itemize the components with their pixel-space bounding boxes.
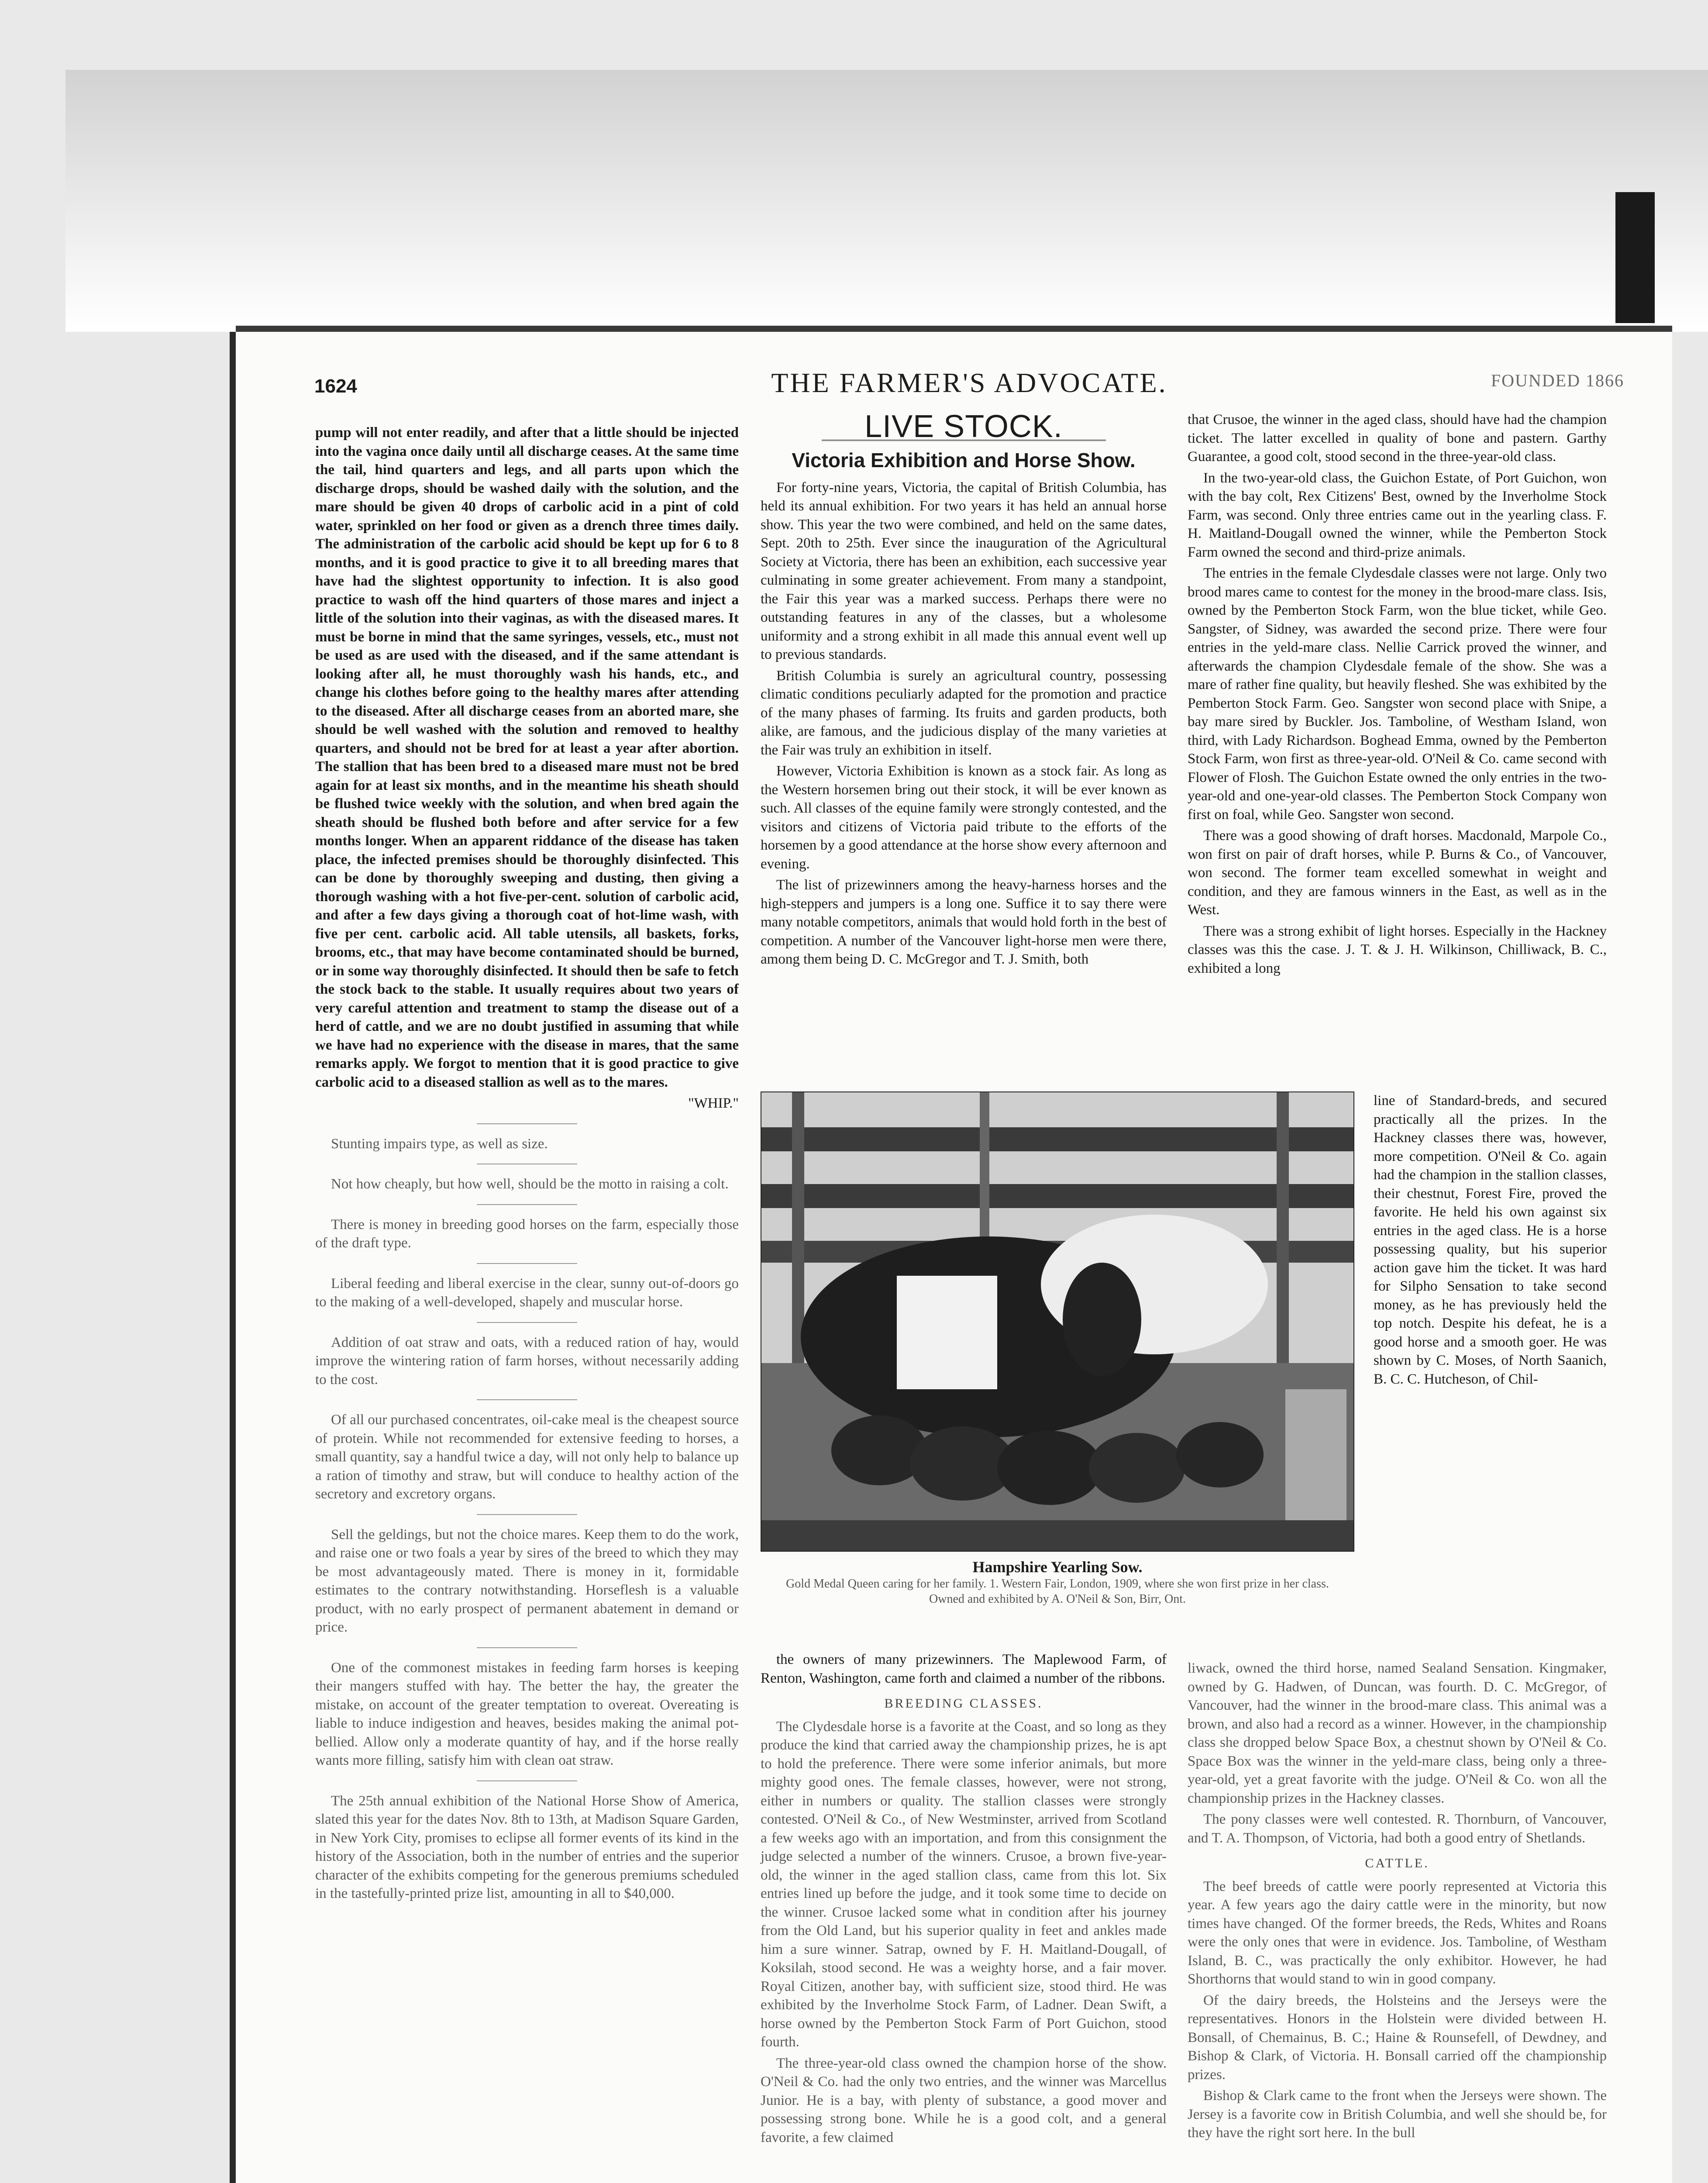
divider [477, 1263, 577, 1264]
article-paragraph: The three-year-old class owned the champion horse of the show. O'Neil & Co. had the only two entries, and the winner was Marcellus Junior. He is a bay, with plenty of substance, a good mover and possessing strong bone. While he is a good colt, and a general favorite, a few claimed [761, 2055, 1167, 2145]
article-paragraph: There was a good showing of draft horses. Macdonald, Marpole Co., won first on pair of draft horses, while P. Burns & Co., of Vancouver, won second. The former team excelled somewhat in weight and condition, and they are famous winners in the East, as well as in the West. [1188, 828, 1607, 918]
signature: "WHIP." [688, 1095, 739, 1111]
column-right-top [1188, 410, 1607, 980]
subhead-breeding-classes: BREEDING CLASSES. [884, 1696, 1043, 1711]
article-paragraph: the owners of many prizewinners. The Maplewood Farm, of Renton, Washington, came forth and claimed a number of the ribbons. [761, 1652, 1167, 1686]
article-paragraph: British Columbia is surely an agricultural country, possessing climatic conditions peculiarly adapted for the promotion and practice of the many phases of farming. Its fruits and garden products, both alike, are famous, and the judicious display of the many varieties at the Fair was truly an exhibition in itself. [761, 668, 1167, 758]
article-paragraph: Bishop & Clark came to the front when the Jerseys were shown. The Jersey is a favorite cow in British Columbia, and well she should be, for they have the right sort here. In the bull [1188, 2088, 1607, 2141]
divider [477, 1647, 577, 1648]
section-title: LIVE STOCK. [864, 409, 1063, 444]
photo-caption-title: Hampshire Yearling Sow. [972, 1558, 1143, 1576]
article-paragraph: The entries in the female Clydesdale classes were not large. Only two brood mares came to contest for the money in the brood-mare class. Isis, owned by the Pemberton Stock Farm, won the blue ticket, while Geo. Sangster, of Sidney, was awarded the second prize. There were four entries in the yeld-mare class. Nellie Carrick proved the winner, and afterwards the champion Clydesdale female of the show. She was a mare of rather fine quality, but heavily fleshed. She was exhibited by the Pemberton Stock Farm. Geo. Sangster won second place with Snipe, a bay mare sired by Buckler. Jos. Tamboline, of Westham Island, won third, with Lady Richardson. Boghead Emma, owned by the Pemberton Stock Farm, won first as three-year-old. O'Neil & Co. came second with Flower of Flosh. The Guichon Estate owned the only entries in the two-year-old and one-year-old classes. The Pemberton Stock Company won first on foal, while Geo. Sangster won second. [1188, 565, 1607, 823]
note-paragraph: Liberal feeding and liberal exercise in the clear, sunny out-of-doors go to the making of a well-developed, shapely and muscular horse. [315, 1275, 739, 1310]
photo-caption-body: Gold Medal Queen caring for her family. 1. Western Fair, London, 1909, where she won first prize in her class. Owned and exhibited by A. O'Neil & Son, Birr, Ont. [786, 1577, 1329, 1606]
binding-shadow [1615, 192, 1655, 323]
divider [477, 1123, 577, 1124]
article-paragraph: Of the dairy breeds, the Holsteins and the Jerseys were the representatives. Honors in the Holstein were divided between H. Bonsall, of Chemainus, B. C.; Haine & Rounsefell, of Dewdney, and Bishop & Clark, of Victoria. H. Bonsall carried off the championship prizes. [1188, 1992, 1607, 2083]
column-right-wrap [1374, 1092, 1607, 1388]
column-middle [761, 409, 1167, 971]
article-paragraph: The pony classes were well contested. R. Thornburn, of Vancouver, and T. A. Thompson, of Victoria, had both a good entry of Shetlands. [1188, 1811, 1607, 1846]
divider [477, 1204, 577, 1205]
column-left [315, 424, 739, 1906]
article-paragraph: There was a strong exhibit of light horses. Especially in the Hackney classes was this the case. J. T. & J. H. Wilkinson, Chilliwack, B. C., exhibited a long [1188, 923, 1607, 976]
hampshire-sow-photo [761, 1092, 1354, 1552]
note-paragraph: Stunting impairs type, as well as size. [331, 1136, 548, 1152]
running-header [314, 367, 1624, 402]
photo-figure [761, 1092, 1354, 1607]
article-paragraph: The beef breeds of cattle were poorly represented at Victoria this year. A few years ago the dairy cattle were in the minority, but now times have changed. Of the former breeds, the Reds, Whites and Roans were the only ones that were in evidence. Jos. Tamboline, of Westham Island, B. C., was practically the only exhibitor. However, he had Shorthorns that would stand to win in good company. [1188, 1878, 1607, 1987]
divider [477, 1780, 577, 1781]
article-paragraph: In the two-year-old class, the Guichon Estate, of Port Guichon, won with the bay colt, Rex Citizens' Best, owned by the Inverholme Stock Farm, was second. Only three entries came out in the yearling class. F. H. Maitland-Dougall owned the winner, while the Pemberton Stock Farm owned the second and third-prize animals. [1188, 470, 1607, 560]
column-middle-lower [761, 1650, 1167, 2149]
note-paragraph: Of all our purchased concentrates, oil-cake meal is the cheapest source of protein. While not recommended for extensive feeding to horses, a small quantity, say a handful twice a day, will not only help to balance up a ration of timothy and straw, but will conduce to healthy action of the secretory and excretory organs. [315, 1412, 739, 1502]
divider [477, 1322, 577, 1323]
founded-note: FOUNDED 1866 [1491, 371, 1624, 390]
article-paragraph: that Crusoe, the winner in the aged class, should have had the champion ticket. The latter excelled in quality of bone and pastern. Garthy Guarantee, a good colt, stood second in the three-year-old class. [1188, 412, 1607, 465]
page-number: 1624 [314, 375, 357, 397]
photo-illustration [761, 1092, 1353, 1551]
note-paragraph: One of the commonest mistakes in feeding farm horses is keeping their mangers stuffed with hay. The better the hay, the greater the mistake, on account of the greater temptation to overeat. Overeating is liable to induce indigestion and heaves, besides making the animal pot-bellied. Allow only a moderate quantity of hay, and if the horse really wants more filling, satisfy him with clean oat straw. [315, 1660, 739, 1768]
scan-background [65, 70, 1708, 332]
article-paragraph: However, Victoria Exhibition is known as a stock fair. As long as the Western horsemen bring out their stock, it will be ever known as such. All classes of the equine family were strongly contested, and the visitors and citizens of Victoria paid tribute to the efforts of the horsemen by a good attendance at the horse show every afternoon and evening. [761, 763, 1167, 872]
divider [477, 1399, 577, 1400]
article-paragraph: The Clydesdale horse is a favorite at the Coast, and so long as they produce the kind that carried away the championship prizes, he is apt to hold the preference. There were some inferior animals, but more mighty good ones. The female classes, however, were not strong, either in numbers or quality. The stallion classes were strongly contested. O'Neil & Co., of New Westminster, arrived from Scotland a few weeks ago with an importation, and from this consignment the judge selected a number of the winners. Crusoe, a brown five-year-old, the winner in the aged stallion class, came from this lot. Six entries lined up before the judge, and it took some time to decide on the winner. Crusoe lacked some what in condition after his journey from the Old Land, but his superior quality in feet and ankles made him a sure winner. Satrap, owned by F. H. Maitland-Dougall, of Koksilah, stood second. He was a weighty horse, and a fair mover. Royal Citizen, another bay, with sufficient size, stood third. He was exhibited by the Inverholme Stock Farm, of Ladner. Dean Swift, a horse owned by the Pemberton Stock Farm of Port Guichon, stood fourth. [761, 1718, 1167, 2050]
divider [477, 1514, 577, 1515]
article-paragraph: line of Standard-breds, and secured practically all the prizes. In the Hackney classes there was, however, more competition. O'Neil & Co. again had the champion in the stallion classes, their chestnut, Forest Fire, proved the favorite. He held his own against six entries in the aged class. He is a horse possessing quality, but his superior action gave him the ticket. It was hard for Silpho Sensation to take second money, as he has previously held the top notch. Despite his defeat, he is a good horse and a smooth goer. He was shown by C. Moses, of North Saanich, B. C. C. Hutcheson, of Chil- [1374, 1093, 1607, 1387]
note-paragraph: The 25th annual exhibition of the National Horse Show of America, slated this year for the dates Nov. 8th to 13th, at Madison Square Garden, in New York City, promises to eclipse all former events of its kind in the history of the Association, both in the number of entries and the superior character of the exhibits competing for the generous premiums scheduled in the tastefully-printed prize list, amounting in all to $40,000. [315, 1793, 739, 1901]
masthead-title: THE FARMER'S ADVOCATE. [771, 367, 1167, 398]
note-paragraph: Not how cheaply, but how well, should be the motto in raising a colt. [331, 1176, 729, 1192]
subhead-cattle: CATTLE. [1365, 1856, 1429, 1870]
article-title: Victoria Exhibition and Horse Show. [792, 448, 1136, 472]
note-paragraph: Addition of oat straw and oats, with a reduced ration of hay, would improve the wintering ration of farm horses, without necessarily adding to the cost. [315, 1334, 739, 1388]
article-paragraph: The list of prizewinners among the heavy-harness horses and the high-steppers and jumpers is a long one. Suffice it to say there were many notable competitors, animals that would hold forth in the best of competition. A number of the Vancouver light-horse men were there, among them being D. C. McGregor and T. J. Smith, both [761, 877, 1167, 967]
column-right-bottom [1188, 1659, 1607, 2145]
note-paragraph: Sell the geldings, but not the choice mares. Keep them to do the work, and raise one or two foals a year by sires of the breed to which they may be most advantageously mated. There is money in it, formidable estimates to the contrary notwithstanding. Horseflesh is a valuable product, with no early prospect of permanent abatement in demand or price. [315, 1526, 739, 1635]
article-continuation: pump will not enter readily, and after that a little should be injected into the vagina once daily until all discharge ceases. At the same time the tail, hind quarters and legs, and all parts upon which the discharge drops, should be washed daily with the solution, and the mare should be given 40 drops of carbolic acid in a pint of cold water, sprinkled on her food or given as a drench three times daily. The administration of the carbolic acid should be kept up for 6 to 8 months, and it is good practice to give it to all breeding mares that have had the slightest opportunity to infection. It is also good practice to wash off the hind quarters of those mares and inject a little of the solution into their vaginas, as with the diseased mares. It must be borne in mind that the same syringes, vessels, etc., must not be used as are used with the diseased, and if the same attendant is looking after all, he must thoroughly wash his hands, etc., and change his clothes before going to the healthy mares after attending to the diseased. After all discharge ceases from an aborted mare, she should be well washed with the solution and removed to healthy quarters, and should not be bred for at least a year after abortion. The stallion that has been bred to a diseased mare must not be bred again for at least six months, and in the meantime his sheath should be flushed twice weekly with the solution, and when bred again the sheath should be flushed both before and after service for a few months longer. When an apparent riddance of the disease has taken place, the infected premises should be thoroughly disinfected. This can be done by thoroughly sweeping and dusting, then giving a thorough washing with a hot five-per-cent. solution of carbolic acid, and after a few days giving a thorough coat of hot-lime wash, with five per cent. carbolic acid. All table utensils, all baskets, forks, brooms, etc., that may have become contaminated should be burned, or in some way thoroughly disinfected. It should then be safe to fetch the stock back to the stable. It usually requires about two years of very careful attention and treatment to stamp the disease out of a herd of cattle, and we are no doubt justified in assuming that while we have had no experience with the disease in mares, that the same remarks apply. We forgot to mention that it is good practice to give carbolic acid to a diseased stallion as well as to the mares. [315, 425, 739, 1090]
note-paragraph: There is money in breeding good horses on the farm, especially those of the draft type. [315, 1216, 739, 1251]
article-paragraph: For forty-nine years, Victoria, the capital of British Columbia, has held its annual exhibition. For two years it has held an annual horse show. This year the two were combined, and held on the same dates, Sept. 20th to 25th. Ever since the inauguration of the Agricultural Society at Victoria, there has been an exhibition, each successive year culminating in some greater achievement. From many a standpoint, the Fair this year was a marked success. Perhaps there were no outstanding features in any of the classes, but a wholesome uniformity and a strong exhibit in all made this annual event well up to previous standards. [761, 479, 1167, 662]
article-paragraph: liwack, owned the third horse, named Sealand Sensation. Kingmaker, owned by G. Hadwen, of Duncan, was fourth. D. C. McGregor, of Vancouver, had the winner in the brood-mare class. This animal was a brown, and also had a record as a winner. However, in the championship class she dropped below Space Box, a chestnut shown by O'Neil & Co. Space Box was the winner in the yeld-mare class, being only a three-year-old, yet a great favorite with the judge. O'Neil & Co. won all the championship prizes in the Hackney classes. [1188, 1660, 1607, 1806]
